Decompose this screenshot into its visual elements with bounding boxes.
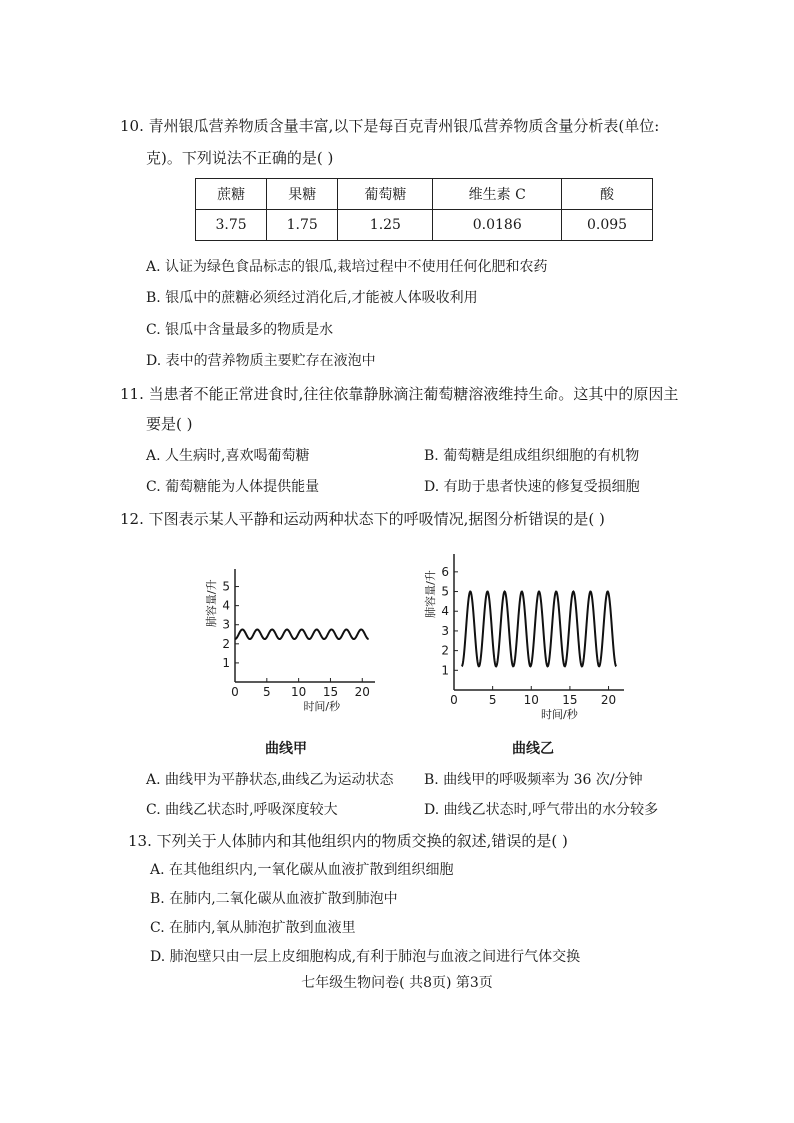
y-tick-label: 4 bbox=[222, 598, 230, 613]
q11-stem-line2: 要是( ) bbox=[146, 415, 193, 433]
series-line bbox=[462, 592, 617, 667]
y-axis-label: 肺容量/升 bbox=[205, 579, 218, 628]
q10-option-a: A. 认证为绿色食品标志的银瓜,栽培过程中不使用任何化肥和农药 bbox=[146, 259, 548, 275]
q10-option-c: C. 银瓜中含量最多的物质是水 bbox=[146, 322, 334, 338]
q12-option-d: D. 曲线乙状态时,呼气带出的水分较多 bbox=[424, 802, 659, 818]
x-tick-label: 15 bbox=[562, 693, 578, 707]
table-header-row bbox=[196, 179, 653, 210]
y-tick-label: 4 bbox=[441, 604, 449, 619]
q11-option-a: A. 人生病时,喜欢喝葡萄糖 bbox=[146, 448, 310, 464]
q13-option-c: C. 在肺内,氧从肺泡扩散到血液里 bbox=[150, 920, 356, 936]
table-row bbox=[196, 210, 653, 241]
table-cell: 3.75 bbox=[196, 210, 267, 241]
chart-jia-title: 曲线甲 bbox=[265, 741, 307, 757]
q10-option-b: B. 银瓜中的蔗糖必须经过消化后,才能被人体吸收利用 bbox=[146, 290, 478, 306]
q10-stem-line2: 克)。下列说法不正确的是( ) bbox=[146, 149, 334, 167]
y-tick-label: 1 bbox=[441, 663, 449, 678]
y-axis-label: 肺容量/升 bbox=[424, 570, 437, 618]
table-cell: 1.25 bbox=[338, 210, 433, 241]
x-tick-label: 10 bbox=[290, 685, 307, 699]
x-tick-label: 20 bbox=[354, 685, 370, 699]
q10-option-d: D. 表中的营养物质主要贮存在液泡中 bbox=[146, 353, 376, 369]
q13-option-d: D. 肺泡壁只由一层上皮细胞构成,有利于肺泡与血液之间进行气体交换 bbox=[150, 949, 581, 965]
x-tick-label: 20 bbox=[600, 693, 617, 707]
chart-curve-yi bbox=[418, 540, 633, 725]
x-tick-label: 5 bbox=[262, 685, 271, 699]
y-tick-label: 3 bbox=[222, 617, 230, 632]
chart-yi-title: 曲线乙 bbox=[512, 741, 554, 757]
table-header-cell: 维生素 C bbox=[433, 179, 562, 210]
table-cell: 1.75 bbox=[267, 210, 338, 241]
table-header-cell: 葡萄糖 bbox=[338, 179, 433, 210]
table-header-cell: 蔗糖 bbox=[196, 179, 267, 210]
q11-option-b: B. 葡萄糖是组成组织细胞的有机物 bbox=[424, 448, 640, 464]
x-tick-label: 5 bbox=[488, 693, 497, 707]
x-axis-label: 时间/秒 bbox=[541, 708, 578, 721]
x-tick-label: 15 bbox=[322, 685, 339, 699]
q11-option-d: D. 有助于患者快速的修复受损细胞 bbox=[424, 479, 640, 495]
table-header-cell: 果糖 bbox=[267, 179, 338, 210]
chart-curve-jia bbox=[195, 555, 385, 715]
x-axis-label: 时间/秒 bbox=[303, 700, 341, 713]
table-cell: 0.0186 bbox=[433, 210, 562, 241]
table-cell: 0.095 bbox=[562, 210, 653, 241]
q12-stem: 12. 下图表示某人平静和运动两种状态下的呼吸情况,据图分析错误的是( ) bbox=[120, 510, 605, 528]
y-tick-label: 3 bbox=[441, 623, 449, 638]
q12-option-b: B. 曲线甲的呼吸频率为 36 次/分钟 bbox=[424, 772, 643, 788]
y-tick-label: 5 bbox=[222, 579, 230, 594]
table-header-cell: 酸 bbox=[562, 179, 653, 210]
y-tick-label: 2 bbox=[441, 643, 449, 658]
y-tick-label: 2 bbox=[222, 636, 230, 651]
x-tick-label: 0 bbox=[231, 685, 239, 699]
q13-stem: 13. 下列关于人体肺内和其他组织内的物质交换的叙述,错误的是( ) bbox=[128, 832, 568, 850]
q11-stem-line1: 11. 当患者不能正常进食时,往往依靠静脉滴注葡萄糖溶液维持生命。这其中的原因主 bbox=[120, 385, 679, 403]
q10-stem-line1: 10. 青州银瓜营养物质含量丰富,以下是每百克青州银瓜营养物质含量分析表(单位: bbox=[120, 117, 660, 135]
x-tick-label: 10 bbox=[523, 693, 539, 707]
series-line bbox=[235, 630, 369, 640]
y-tick-label: 6 bbox=[441, 564, 449, 579]
q12-option-c: C. 曲线乙状态时,呼吸深度较大 bbox=[146, 802, 338, 818]
q11-option-c: C. 葡萄糖能为人体提供能量 bbox=[146, 479, 320, 495]
q13-option-a: A. 在其他组织内,一氧化碳从血液扩散到组织细胞 bbox=[150, 862, 454, 878]
nutrition-table bbox=[195, 178, 653, 241]
q12-option-a: A. 曲线甲为平静状态,曲线乙为运动状态 bbox=[146, 772, 394, 788]
x-tick-label: 0 bbox=[450, 693, 458, 707]
q13-option-b: B. 在肺内,二氧化碳从血液扩散到肺泡中 bbox=[150, 891, 398, 907]
y-tick-label: 5 bbox=[441, 584, 449, 599]
y-tick-label: 1 bbox=[222, 655, 230, 670]
page-footer: 七年级生物问卷( 共8页) 第3页 bbox=[301, 975, 493, 991]
